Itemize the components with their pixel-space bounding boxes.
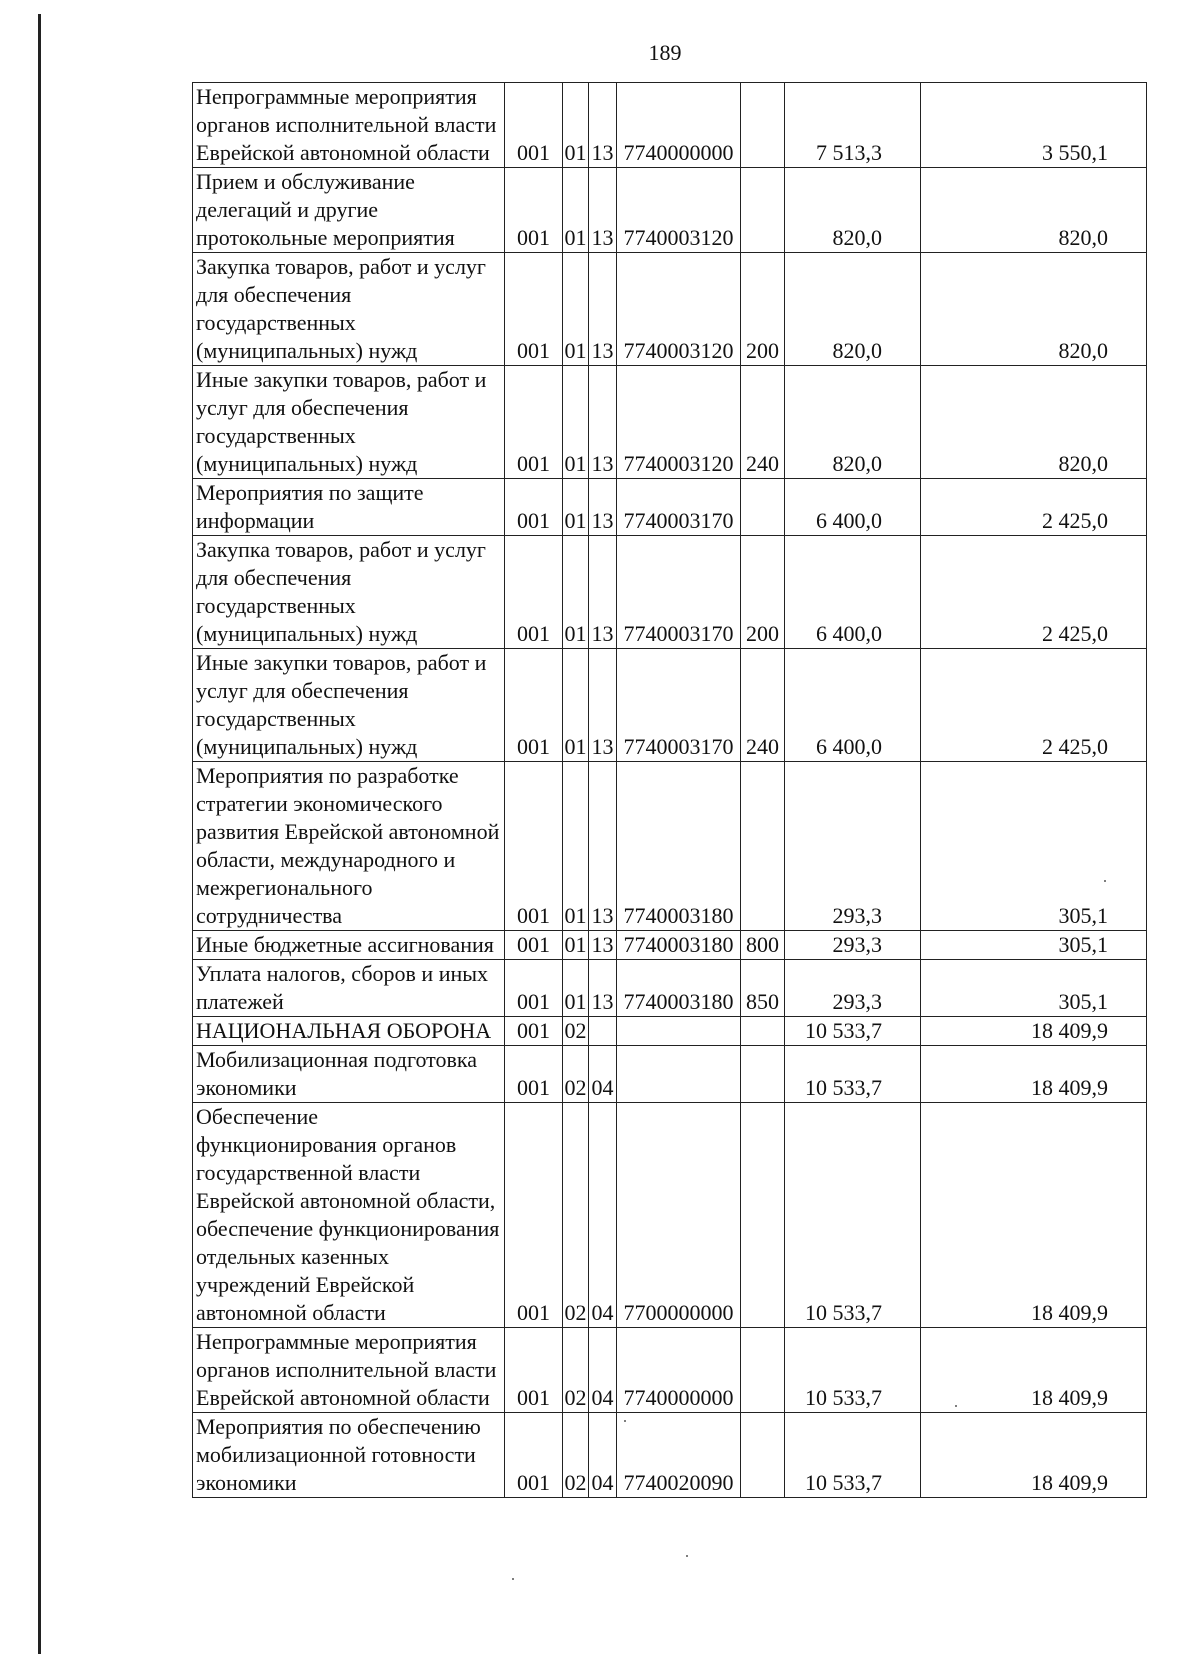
row-sum2-cell: 18 409,9 xyxy=(921,1328,1147,1413)
row-csr-cell: 7740003180 xyxy=(617,931,741,960)
row-sum1-cell: 6 400,0 xyxy=(785,536,921,649)
row-sum2-cell: 2 425,0 xyxy=(921,649,1147,762)
row-name-cell: Закупка товаров, работ и услуг для обеспечения государственных (муниципальных) нужд xyxy=(193,253,505,366)
row-vr-cell xyxy=(741,479,785,536)
row-pr-cell: 04 xyxy=(589,1413,617,1498)
row-sum2-cell: 3 550,1 xyxy=(921,83,1147,168)
row-vr-cell xyxy=(741,83,785,168)
row-sum1-cell: 820,0 xyxy=(785,366,921,479)
row-vr-cell xyxy=(741,1413,785,1498)
row-vr-cell: 200 xyxy=(741,536,785,649)
row-csr-cell: 7740003170 xyxy=(617,649,741,762)
scan-speck xyxy=(955,1405,957,1407)
row-vr-cell xyxy=(741,762,785,931)
row-rz-cell: 01 xyxy=(563,762,589,931)
row-pr-cell: 13 xyxy=(589,479,617,536)
row-sum2-cell: 820,0 xyxy=(921,253,1147,366)
row-name-cell: Мобилизационная подготовка экономики xyxy=(193,1046,505,1103)
row-pr-cell xyxy=(589,1017,617,1046)
row-name-cell: Непрограммные мероприятия органов исполнительной власти Еврейской автономной области xyxy=(193,83,505,168)
row-sum2-cell: 305,1 xyxy=(921,960,1147,1017)
row-csr-cell: 7740000000 xyxy=(617,83,741,168)
row-pr-cell: 04 xyxy=(589,1103,617,1328)
row-sum1-cell: 10 533,7 xyxy=(785,1017,921,1046)
row-pr-cell: 04 xyxy=(589,1046,617,1103)
row-sum1-cell: 6 400,0 xyxy=(785,649,921,762)
table-row xyxy=(193,960,1147,1017)
row-pr-cell: 13 xyxy=(589,762,617,931)
row-rz-cell: 02 xyxy=(563,1046,589,1103)
row-sum1-cell: 293,3 xyxy=(785,931,921,960)
row-vr-cell: 240 xyxy=(741,366,785,479)
table-row xyxy=(193,931,1147,960)
row-sum1-cell: 820,0 xyxy=(785,253,921,366)
row-sum1-cell: 293,3 xyxy=(785,762,921,931)
row-rz-cell: 01 xyxy=(563,536,589,649)
row-name-cell: Непрограммные мероприятия органов исполнительной власти Еврейской автономной области xyxy=(193,1328,505,1413)
row-pr-cell: 13 xyxy=(589,649,617,762)
row-ved-cell: 001 xyxy=(505,960,563,1017)
row-name-cell: Иные закупки товаров, работ и услуг для обеспечения государственных (муниципальных) нужд xyxy=(193,649,505,762)
row-ved-cell: 001 xyxy=(505,253,563,366)
scan-speck xyxy=(686,1555,688,1557)
row-csr-cell xyxy=(617,1046,741,1103)
row-rz-cell: 01 xyxy=(563,479,589,536)
row-sum2-cell: 2 425,0 xyxy=(921,479,1147,536)
row-pr-cell: 13 xyxy=(589,366,617,479)
row-csr-cell: 7740020090 xyxy=(617,1413,741,1498)
row-pr-cell: 13 xyxy=(589,960,617,1017)
row-pr-cell: 04 xyxy=(589,1328,617,1413)
table-row xyxy=(193,366,1147,479)
row-ved-cell: 001 xyxy=(505,536,563,649)
row-sum2-cell: 18 409,9 xyxy=(921,1413,1147,1498)
row-name-cell: Уплата налогов, сборов и иных платежей xyxy=(193,960,505,1017)
row-sum2-cell: 18 409,9 xyxy=(921,1017,1147,1046)
row-ved-cell: 001 xyxy=(505,931,563,960)
budget-table xyxy=(192,82,1147,1498)
row-csr-cell: 7740003120 xyxy=(617,253,741,366)
row-vr-cell xyxy=(741,168,785,253)
table-row xyxy=(193,649,1147,762)
table-row xyxy=(193,1413,1147,1498)
table-row xyxy=(193,1017,1147,1046)
table-row xyxy=(193,762,1147,931)
row-name-cell: Мероприятия по обеспечению мобилизационной готовности экономики xyxy=(193,1413,505,1498)
row-vr-cell: 240 xyxy=(741,649,785,762)
budget-table-body xyxy=(193,83,1147,1498)
row-sum2-cell: 18 409,9 xyxy=(921,1046,1147,1103)
row-vr-cell xyxy=(741,1017,785,1046)
table-row xyxy=(193,1103,1147,1328)
row-csr-cell: 7740003180 xyxy=(617,762,741,931)
row-vr-cell xyxy=(741,1103,785,1328)
row-ved-cell: 001 xyxy=(505,1413,563,1498)
row-vr-cell: 800 xyxy=(741,931,785,960)
row-name-cell: Закупка товаров, работ и услуг для обеспечения государственных (муниципальных) нужд xyxy=(193,536,505,649)
row-sum2-cell: 305,1 xyxy=(921,762,1147,931)
scan-speck xyxy=(1104,880,1106,882)
row-sum2-cell: 2 425,0 xyxy=(921,536,1147,649)
row-csr-cell: 7740000000 xyxy=(617,1328,741,1413)
row-ved-cell: 001 xyxy=(505,83,563,168)
row-sum1-cell: 10 533,7 xyxy=(785,1413,921,1498)
row-name-cell: Обеспечение функционирования органов государственной власти Еврейской автономной области, обеспечение функционирования отдельных казенных учреждений Еврейской автономной области xyxy=(193,1103,505,1328)
row-ved-cell: 001 xyxy=(505,762,563,931)
row-pr-cell: 13 xyxy=(589,536,617,649)
row-pr-cell: 13 xyxy=(589,168,617,253)
row-pr-cell: 13 xyxy=(589,253,617,366)
row-name-cell: Мероприятия по разработке стратегии экономического развития Еврейской автономной области, международного и межрегионального сотрудничества xyxy=(193,762,505,931)
row-sum1-cell: 6 400,0 xyxy=(785,479,921,536)
row-csr-cell: 7740003120 xyxy=(617,168,741,253)
row-rz-cell: 02 xyxy=(563,1413,589,1498)
row-name-cell: НАЦИОНАЛЬНАЯ ОБОРОНА xyxy=(193,1017,505,1046)
table-row xyxy=(193,253,1147,366)
row-pr-cell: 13 xyxy=(589,931,617,960)
row-rz-cell: 02 xyxy=(563,1017,589,1046)
row-sum1-cell: 7 513,3 xyxy=(785,83,921,168)
row-csr-cell: 7740003120 xyxy=(617,366,741,479)
row-name-cell: Мероприятия по защите информации xyxy=(193,479,505,536)
scan-speck xyxy=(512,1578,514,1580)
scan-speck xyxy=(624,1420,626,1422)
row-rz-cell: 01 xyxy=(563,931,589,960)
row-pr-cell: 13 xyxy=(589,83,617,168)
row-vr-cell: 850 xyxy=(741,960,785,1017)
row-vr-cell xyxy=(741,1046,785,1103)
row-name-cell: Иные закупки товаров, работ и услуг для обеспечения государственных (муниципальных) нужд xyxy=(193,366,505,479)
row-rz-cell: 01 xyxy=(563,649,589,762)
row-csr-cell: 7700000000 xyxy=(617,1103,741,1328)
row-rz-cell: 01 xyxy=(563,960,589,1017)
row-rz-cell: 02 xyxy=(563,1103,589,1328)
row-csr-cell: 7740003170 xyxy=(617,536,741,649)
row-sum2-cell: 820,0 xyxy=(921,366,1147,479)
row-vr-cell: 200 xyxy=(741,253,785,366)
row-sum1-cell: 293,3 xyxy=(785,960,921,1017)
row-ved-cell: 001 xyxy=(505,1103,563,1328)
row-name-cell: Иные бюджетные ассигнования xyxy=(193,931,505,960)
left-margin-rule xyxy=(38,14,41,1654)
row-ved-cell: 001 xyxy=(505,1328,563,1413)
table-row xyxy=(193,83,1147,168)
table-row xyxy=(193,1046,1147,1103)
row-csr-cell: 7740003170 xyxy=(617,479,741,536)
row-ved-cell: 001 xyxy=(505,479,563,536)
row-sum2-cell: 18 409,9 xyxy=(921,1103,1147,1328)
row-csr-cell xyxy=(617,1017,741,1046)
row-ved-cell: 001 xyxy=(505,366,563,479)
table-row xyxy=(193,1328,1147,1413)
budget-table-container xyxy=(192,82,1146,1498)
row-rz-cell: 01 xyxy=(563,168,589,253)
table-row xyxy=(193,168,1147,253)
table-row xyxy=(193,479,1147,536)
page-number: 189 xyxy=(648,40,682,65)
row-sum1-cell: 10 533,7 xyxy=(785,1103,921,1328)
row-csr-cell: 7740003180 xyxy=(617,960,741,1017)
row-rz-cell: 01 xyxy=(563,366,589,479)
row-ved-cell: 001 xyxy=(505,649,563,762)
row-vr-cell xyxy=(741,1328,785,1413)
row-rz-cell: 02 xyxy=(563,1328,589,1413)
row-name-cell: Прием и обслуживание делегаций и другие протокольные мероприятия xyxy=(193,168,505,253)
row-sum2-cell: 305,1 xyxy=(921,931,1147,960)
row-sum2-cell: 820,0 xyxy=(921,168,1147,253)
row-ved-cell: 001 xyxy=(505,1017,563,1046)
row-ved-cell: 001 xyxy=(505,168,563,253)
row-sum1-cell: 820,0 xyxy=(785,168,921,253)
row-ved-cell: 001 xyxy=(505,1046,563,1103)
row-sum1-cell: 10 533,7 xyxy=(785,1328,921,1413)
table-row xyxy=(193,536,1147,649)
row-rz-cell: 01 xyxy=(563,83,589,168)
row-sum1-cell: 10 533,7 xyxy=(785,1046,921,1103)
row-rz-cell: 01 xyxy=(563,253,589,366)
